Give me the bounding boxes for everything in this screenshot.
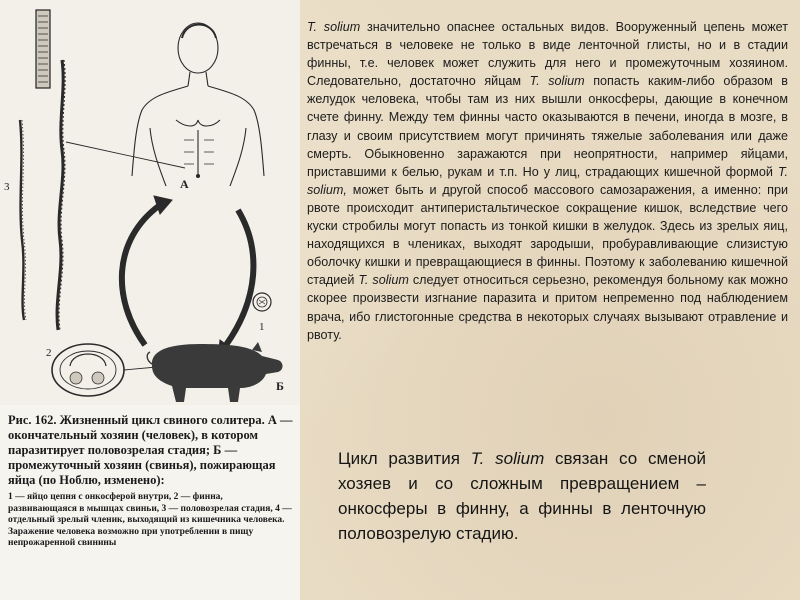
summary-paragraph (338, 446, 706, 546)
species-name: T. solium (358, 273, 409, 288)
label-3: 3 (4, 181, 10, 193)
text-segment: значительно опаснее остальных видов. Вооруженный цепень может встречаться в человеке не только в виде ленточной глисты, но и в стадии финны, т.е. человек может служить для него и промежуточным хозяином. Следовательно, достаточно яйцам (307, 20, 788, 89)
label-1: 1 (259, 321, 265, 333)
pig-host-drawing (147, 342, 282, 402)
summary-text: связан со сменой хозяев и со сложным превращением – онкосферы в финну, а финны в ленточную половозрелую стадию. (338, 449, 706, 543)
species-name: T. solium (529, 74, 585, 89)
species-name: T. solium, (307, 164, 788, 197)
text-segment: следует относиться серьезно, рекомендуя больному как можно скорее произвести изгнание паразита и притом непременно под наблюдением врача, ибо глистогонные средства в некоторых случаях вызывают отравление и рвоту. (307, 273, 788, 342)
egg-oncosphere-drawing (253, 293, 271, 311)
pointer-line-human (66, 142, 185, 168)
label-a: А (180, 177, 189, 191)
text-segment: может быть и другой способ массового самозаражения, а именно: при рвоте происходит антиперистальтическое сокращение кишок, вследствие чего куски стробилы могут попасть из тонкой кишки в желудок. Здесь из зрелых яиц, находящихся в члениках, выходят зародыши, пробуравливающие слизистую оболочку кишки и превращающиеся в финны. Поэтому к заболеванию кишечной стадией (307, 182, 788, 288)
cycle-arrows (122, 196, 254, 358)
figure-caption (0, 405, 300, 600)
main-paragraph (307, 18, 788, 344)
tapeworm-strobila (20, 10, 65, 330)
label-2: 2 (46, 347, 52, 359)
caption-body: 1 — яйцо цепня с онкосферой внутри, 2 — финна, развивающаяся в мышцах свиньи, 3 — половозрелая стадия, 4 — отдельный зрелый членик, выходящий из кишечника человека. Заражение человека возможно при употреблении в пищу непрожаренной свинины (8, 492, 292, 548)
text-segment: попасть каким-либо образом в желудок человека, чтобы там из них вышли онкосферы, дающие в конечном счете финну. Между тем финны часто оказываются в печени, иногда в мозге, в глазу и своим присутствием могут причинять тяжелые заболевания или даже смерть. Обыкновенно заражаются при неопрятности, например яйцами, приставшими к белью, рукам и т.п. Но у лиц, страдающих кишечной формой (307, 74, 788, 179)
caption-heading: Рис. 162. Жизненный цикл свиного солитера. А — окончательный хозяин (человек), в котором паразитирует половозрелая стадия; Б — промежуточный хозяин (свинья), пожирающая яйца (по Ноблю, изменено): (8, 413, 293, 487)
label-b: Б (276, 379, 284, 393)
lifecycle-drawing (0, 0, 300, 405)
cysticercus-drawing (52, 344, 124, 396)
species-name: T. solium (470, 449, 545, 468)
lifecycle-illustration (0, 0, 300, 405)
human-host-drawing (132, 23, 264, 186)
species-name: T. solium (307, 20, 361, 34)
summary-text: Цикл развития (338, 449, 471, 468)
